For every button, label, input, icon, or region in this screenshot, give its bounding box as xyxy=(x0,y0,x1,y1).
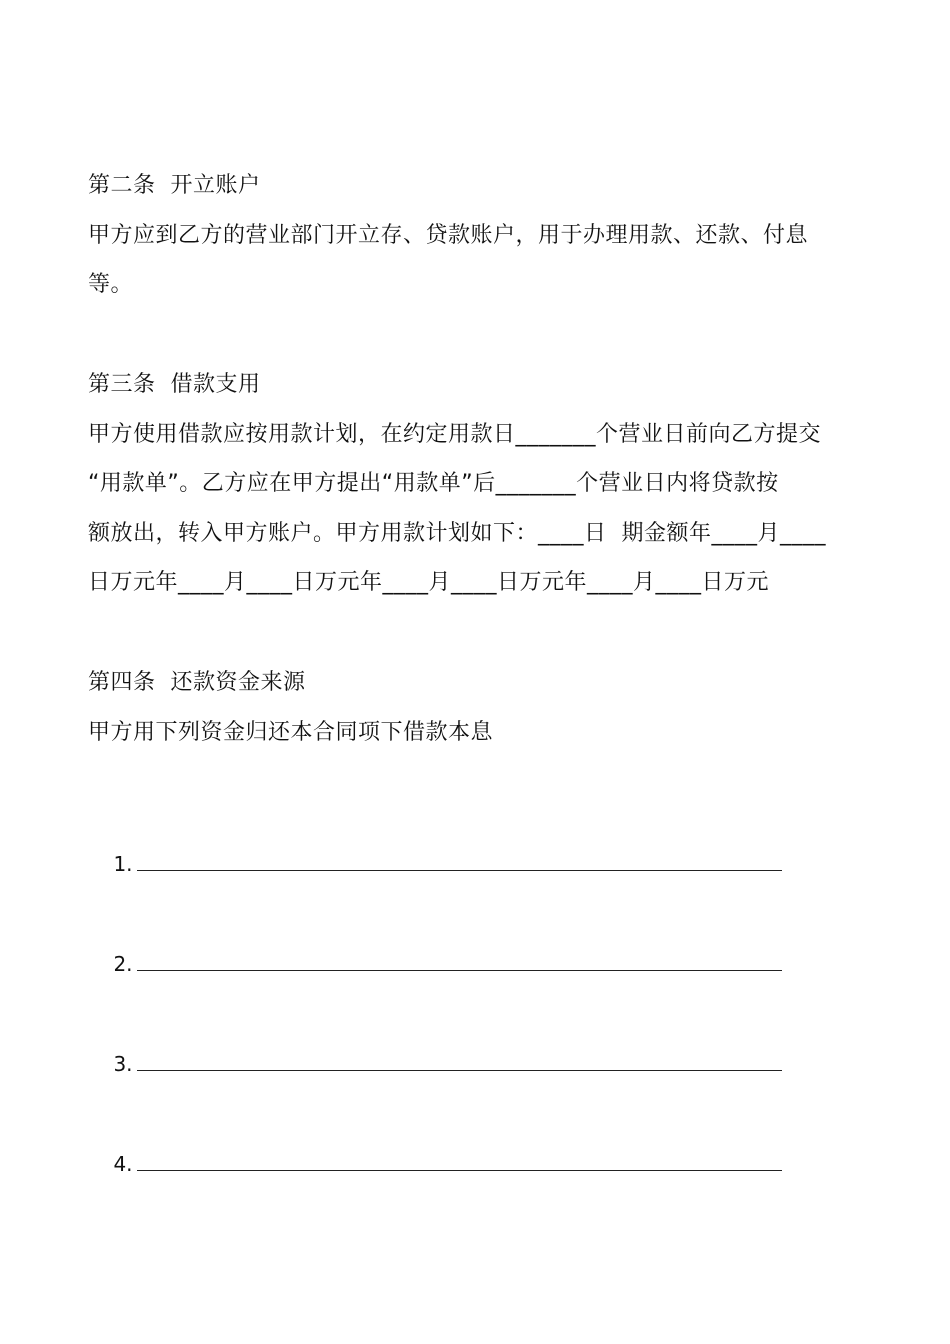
article-3-heading: 第三条 借款支用 xyxy=(88,372,261,397)
fill-in-blank-line[interactable] xyxy=(137,948,782,971)
fund-source-item-3 xyxy=(88,1018,782,1109)
article-4-text-line-1: 甲方用下列资金归还本合同项下借款本息 xyxy=(88,720,494,745)
article-2-heading: 第二条 开立账户 xyxy=(88,173,261,198)
article-4-heading: 第四条 还款资金来源 xyxy=(88,670,306,695)
fill-in-blank-line[interactable] xyxy=(137,1048,782,1071)
fill-in-blank-line[interactable] xyxy=(137,1148,782,1171)
fund-source-item-4 xyxy=(88,1118,782,1209)
article-2-text-line-1: 甲方应到乙方的营业部门开立存、贷款账户，用于办理用款、还款、付息 xyxy=(88,223,809,248)
fill-in-blank-line[interactable] xyxy=(137,848,782,871)
item-number: 4. xyxy=(113,1152,133,1176)
item-number: 2. xyxy=(113,952,133,976)
fund-source-item-2 xyxy=(88,918,782,1009)
article-3-text-line-3: 额放出，转入甲方账户。甲方用款计划如下：____日 期金额年____月____ xyxy=(88,521,826,546)
article-2-text-line-2: 等。 xyxy=(88,272,134,297)
fund-source-item-1 xyxy=(88,818,782,909)
article-3-text-line-2: “用款单”。乙方应在甲方提出“用款单”后_______个营业日内将贷款按 xyxy=(88,471,779,496)
item-number: 3. xyxy=(113,1052,133,1076)
article-3-text-line-4: 日万元年____月____日万元年____月____日万元年____月____日万元 xyxy=(88,570,770,595)
article-3-text-line-1: 甲方使用借款应按用款计划，在约定用款日_______个营业日前向乙方提交 xyxy=(88,422,822,447)
item-number: 1. xyxy=(113,852,133,876)
